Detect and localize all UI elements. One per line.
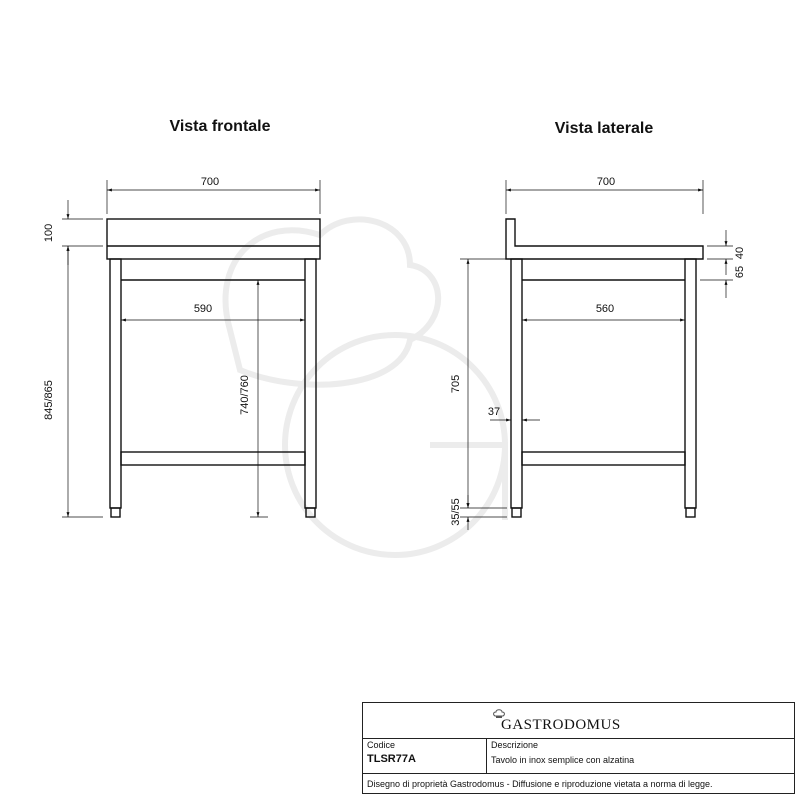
code-label: Codice — [367, 740, 396, 750]
side-inner-depth-label: 560 — [595, 303, 615, 315]
front-width-label: 700 — [200, 176, 220, 188]
side-left-leg — [511, 259, 522, 508]
code-value: TLSR77A — [367, 753, 416, 765]
front-upstand-label: 100 — [43, 223, 55, 243]
side-shelf — [522, 452, 685, 465]
side-leg-size-label: 37 — [487, 406, 501, 418]
brand-logo — [363, 703, 794, 739]
side-view — [450, 120, 746, 530]
description-label: Descrizione — [491, 740, 539, 750]
front-left-leg — [110, 259, 121, 508]
front-view — [43, 118, 320, 517]
front-height-label: 845/865 — [43, 380, 55, 420]
front-left-foot — [111, 508, 120, 517]
front-view-title: Vista frontale — [169, 118, 271, 135]
title-block — [362, 702, 795, 794]
watermark-logo — [226, 219, 505, 555]
side-left-foot — [512, 508, 521, 517]
side-apron-label: 65 — [734, 265, 746, 279]
description-value: Tavolo in inox semplice con alzatina — [491, 755, 635, 765]
side-frame-height-label: 705 — [450, 374, 462, 394]
side-right-foot — [686, 508, 695, 517]
copyright-notice: Disegno di proprietà Gastrodomus - Diffusione e riproduzione vietata a norma di legge. — [367, 779, 713, 789]
code-cell — [363, 739, 487, 774]
side-view-title: Vista laterale — [554, 120, 654, 137]
brand-name: GASTRODOMUS — [501, 717, 621, 733]
side-right-leg — [685, 259, 696, 508]
front-shelf-height-label: 740/760 — [239, 375, 251, 415]
front-upstand-top — [107, 219, 320, 259]
side-foot-height-label: 35/55 — [450, 498, 462, 526]
side-top-with-upstand — [506, 219, 703, 259]
side-top-thickness-label: 40 — [734, 246, 746, 260]
side-depth-label: 700 — [596, 176, 616, 188]
description-cell — [487, 739, 794, 774]
front-inner-width-label: 590 — [193, 303, 213, 315]
front-shelf — [121, 452, 305, 465]
